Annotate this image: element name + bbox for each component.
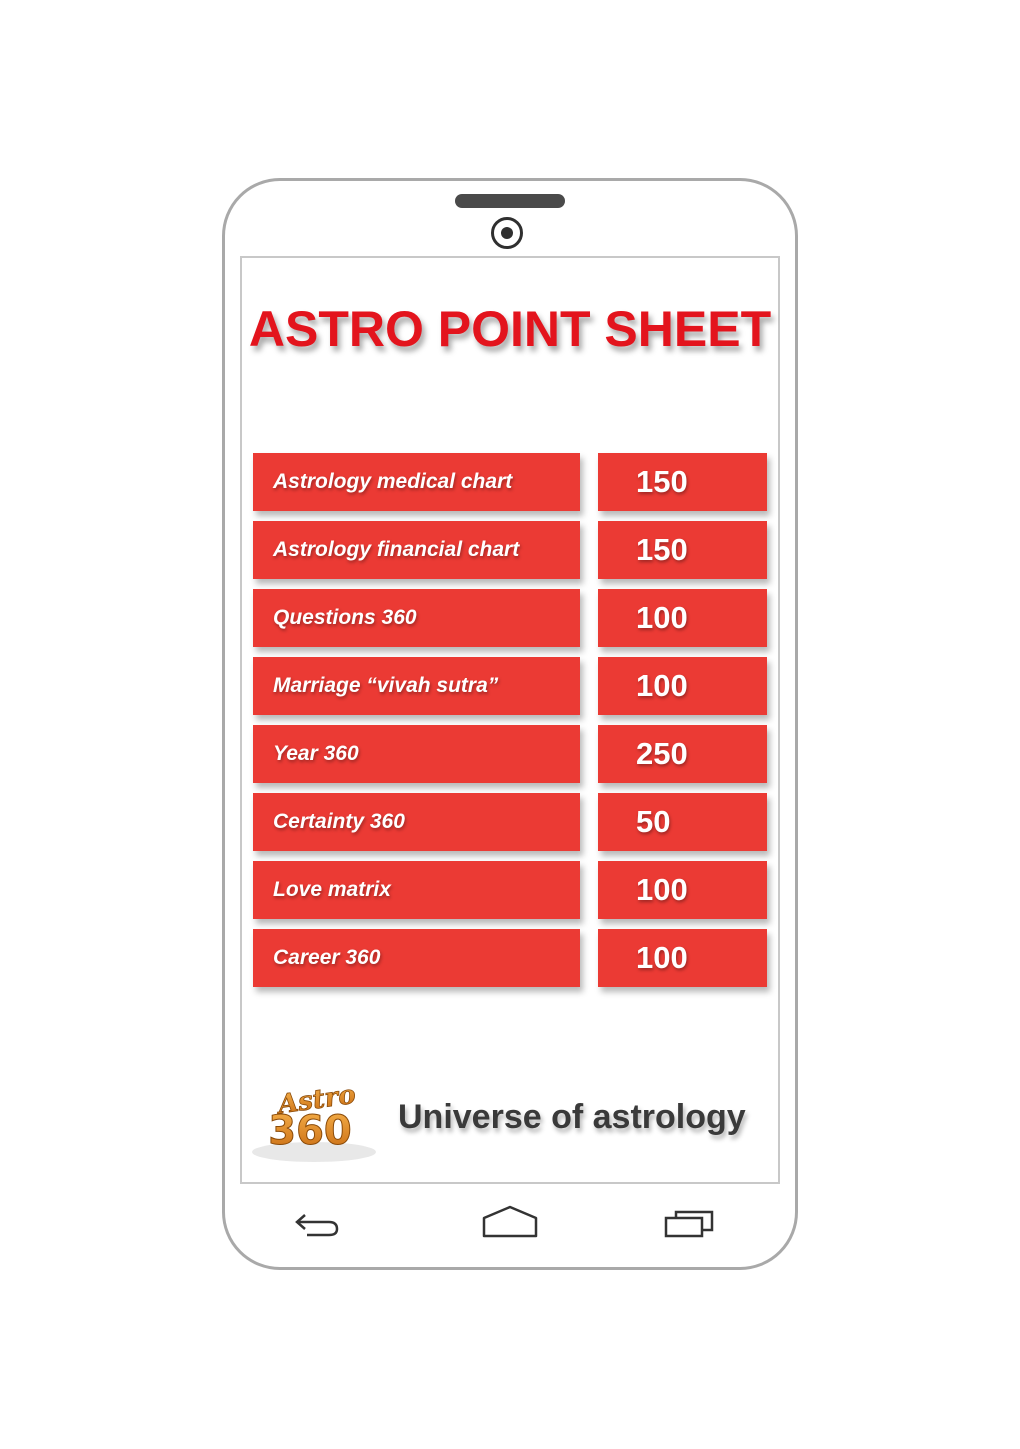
recent-apps-icon[interactable] bbox=[660, 1202, 720, 1246]
svg-text:360: 360 bbox=[268, 1108, 352, 1154]
app-screen bbox=[240, 256, 780, 1184]
row-points-certainty: 50 bbox=[598, 793, 767, 851]
row-label-career[interactable]: Career 360 bbox=[253, 929, 580, 987]
row-points-career: 100 bbox=[598, 929, 767, 987]
page-title: ASTRO POINT SHEET bbox=[248, 301, 772, 357]
row-points-marriage: 100 bbox=[598, 657, 767, 715]
row-label-certainty[interactable]: Certainty 360 bbox=[253, 793, 580, 851]
astro360-logo bbox=[246, 1070, 382, 1170]
speaker-grille bbox=[455, 194, 565, 208]
svg-text:Astro: Astro bbox=[276, 1079, 358, 1121]
camera-icon bbox=[491, 217, 523, 249]
row-label-love-matrix[interactable]: Love matrix bbox=[253, 861, 580, 919]
tagline: Universe of astrology bbox=[398, 1098, 746, 1136]
row-label-financial-chart[interactable]: Astrology financial chart bbox=[253, 521, 580, 579]
back-arrow-icon[interactable] bbox=[285, 1202, 345, 1246]
home-icon[interactable] bbox=[480, 1202, 540, 1246]
row-points-year: 250 bbox=[598, 725, 767, 783]
row-points-medical-chart: 150 bbox=[598, 453, 767, 511]
row-points-love-matrix: 100 bbox=[598, 861, 767, 919]
row-points-financial-chart: 150 bbox=[598, 521, 767, 579]
row-label-marriage[interactable]: Marriage “vivah sutra” bbox=[253, 657, 580, 715]
row-points-questions: 100 bbox=[598, 589, 767, 647]
row-label-medical-chart[interactable]: Astrology medical chart bbox=[253, 453, 580, 511]
row-label-questions[interactable]: Questions 360 bbox=[253, 589, 580, 647]
row-label-year[interactable]: Year 360 bbox=[253, 725, 580, 783]
